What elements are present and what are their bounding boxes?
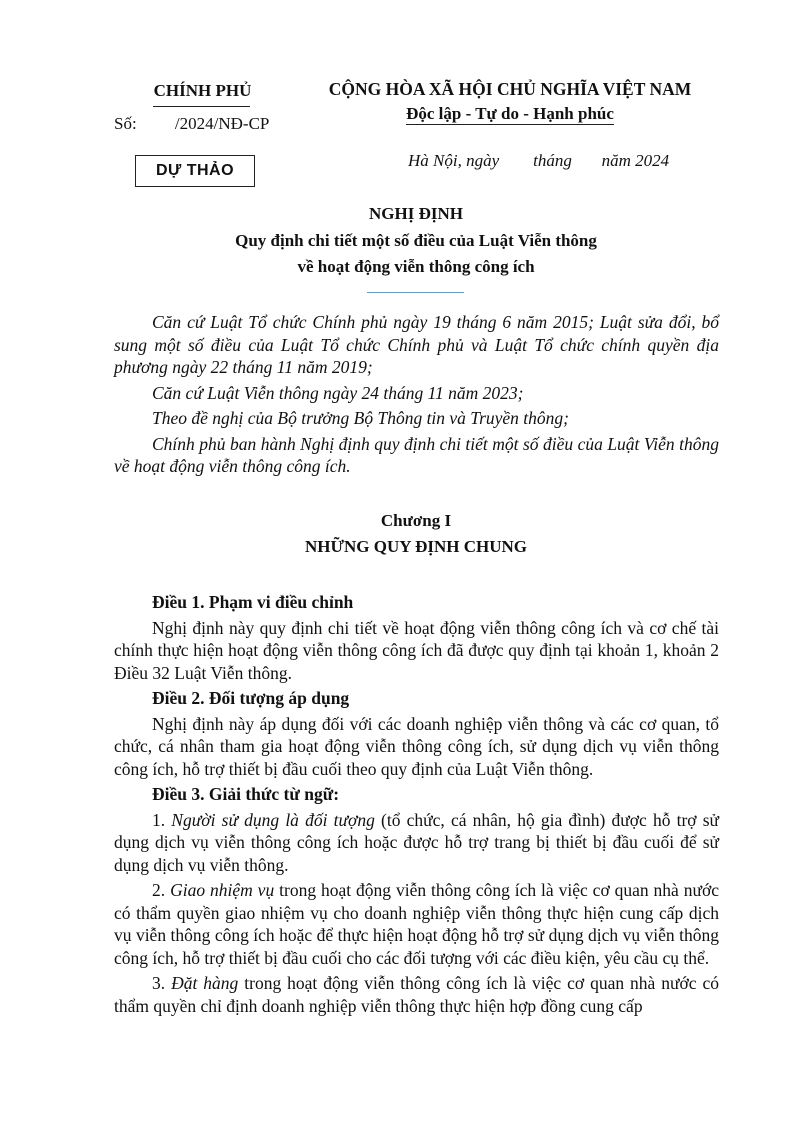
preamble-enactment: Chính phủ ban hành Nghị định quy định chi tiết một số điều của Luật Viễn thông về hoạt động viễn thông công ích. [114,433,719,476]
article-3-heading: Điều 3. Giải thức từ ngữ: [152,784,340,804]
preamble-proposal: Theo đề nghị của Bộ trưởng Bộ Thông tin và Truyền thông; [152,408,569,428]
article-1-heading: Điều 1. Phạm vi điều chỉnh [152,592,354,612]
item-number: 2. [152,880,171,900]
definition-text: trong hoạt động viễn thông công ích là việc cơ quan nhà nước có thẩm quyền chỉ định doanh nghiệp viễn thông thực hiện hợp đồng cung cấp [114,973,720,1016]
article-2-heading: Điều 2. Đối tượng áp dụng [152,688,350,708]
document-number: Số: /2024/NĐ-CP [114,114,270,133]
preamble-basis-1: Căn cứ Luật Tổ chức Chính phủ ngày 19 tháng 6 năm 2015; Luật sửa đổi, bổ sung một số điều của Luật Tổ chức Chính phủ và Luật Tổ chức chính quyền địa phương ngày 22 tháng 11 năm 2019; [114,312,719,377]
issuing-organization: CHÍNH PHỦ [153,81,252,100]
preamble [114,311,719,478]
articles [114,591,719,1017]
article-3-item-3 [114,972,719,1017]
defined-term: Đặt hàng [171,973,239,993]
definition-text: trong hoạt động viễn thông công ích là việc cơ quan nhà nước có thẩm quyền giao nhiệm vụ cho doanh nghiệp viễn thông thực hiện cung cấp dịch vụ viễn thông công ích hoặc để thực hiện hoạt động hỗ trợ sử dụng dịch vụ viễn thông công ích, hỗ trợ thiết bị đầu cuối cho các đối tượng với các điều kiện, yêu cầu cụ thể. [114,880,720,968]
definition-text: (tổ chức, cá nhân, hộ gia đình) được hỗ trợ sử dụng dịch vụ viễn thông công ích hoặc được hỗ trợ trang bị thiết bị đầu cuối để sử dụng dịch vụ viễn thông. [114,809,720,875]
organization-underline [153,106,250,107]
item-number: 3. [152,973,172,993]
preamble-basis-2: Căn cứ Luật Viễn thông ngày 24 tháng 11 năm 2023; [152,382,524,403]
title-divider [367,292,464,293]
document-title-line-2: về hoạt động viễn thông công ích [297,257,535,276]
article-3-item-1 [114,809,719,877]
chapter-number: Chương I [380,511,452,530]
draft-stamp: DỰ THẢO [135,155,255,187]
document-type: NGHỊ ĐỊNH [369,204,463,223]
place-date: Hà Nội, ngày tháng năm 2024 [408,151,670,170]
article-3-item-2 [114,879,719,969]
article-2-text: Nghị định này áp dụng đối với các doanh nghiệp viễn thông và các cơ quan, tổ chức, cá nhân tham gia hoạt động viễn thông công ích, sử dụng dịch vụ viễn thông công ích, hỗ trợ thiết bị đầu cuối theo quy định của Luật Viễn thông. [114,713,719,779]
article-1-text: Nghị định này quy định chi tiết về hoạt động viễn thông công ích và cơ chế tài chính thực hiện hoạt động viễn thông công ích đã được quy định tại khoản 1, khoản 2 Điều 32 Luật Viễn thông. [114,617,719,683]
item-number: 1. [152,809,172,830]
national-motto [300,104,720,124]
defined-term: Người sử dụng là đối tượng [171,809,375,830]
national-title: CỘNG HÒA XÃ HỘI CHỦ NGHĨA VIỆT NAM [328,79,692,99]
chapter-name: NHỮNG QUY ĐỊNH CHUNG [304,537,528,556]
document-title-line-1: Quy định chi tiết một số điều của Luật Viễn thông [235,231,597,250]
defined-term: Giao nhiệm vụ [170,880,275,900]
motto-text: Độc lập - Tự do - Hạnh phúc [406,104,614,123]
